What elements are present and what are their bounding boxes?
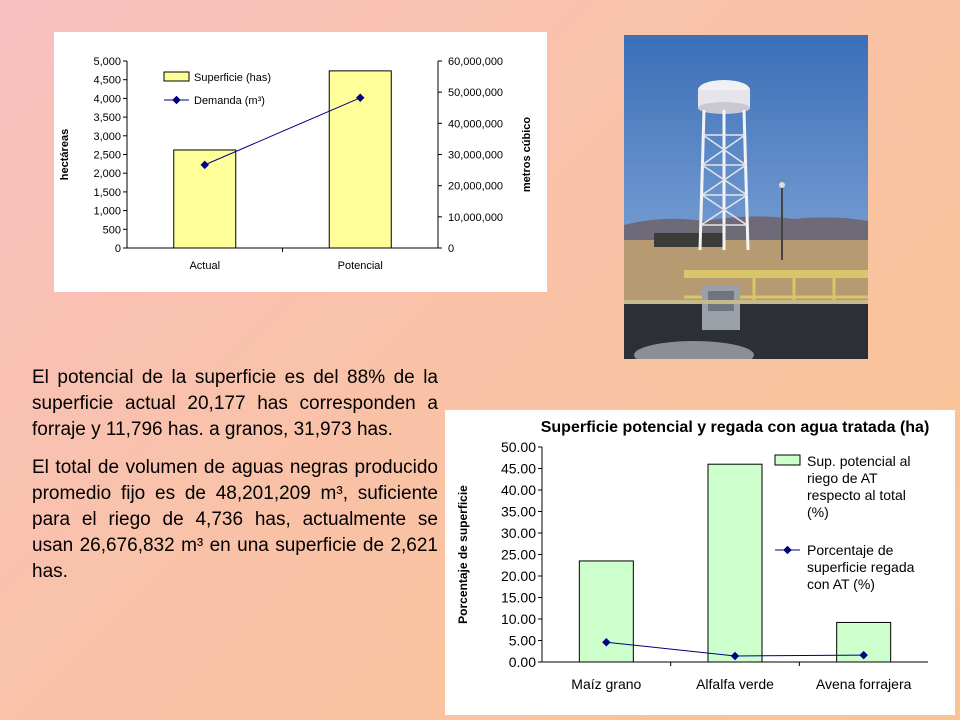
y-tick-label: 15.00: [500, 589, 536, 606]
chart-surface-demand: [54, 32, 547, 292]
y-tick-label-left: 0: [114, 243, 121, 255]
chart-surface-demand-svg: [54, 32, 547, 292]
y-tick-label-left: 4,000: [93, 93, 121, 106]
y-tick-label-right: 0: [448, 243, 455, 255]
y-tick-label-right: 20,000,000: [448, 180, 504, 193]
legend-label-irrigated: superficie regada: [807, 559, 915, 575]
y-tick-label-left: 4,500: [93, 74, 121, 87]
y-tick-label-left: 3,500: [93, 112, 121, 125]
y-tick-label-right: 60,000,000: [448, 56, 504, 68]
chart-irrigated-surface: [445, 410, 955, 715]
legend-label-potential: Sup. potencial al: [807, 453, 911, 469]
paragraph-2: El total de volumen de aguas negras producido promedio fijo es de 48,201,209 m³, suficiente para el riego de 4,736 has, actualmente se usan 26,676,832 m³ en una superficie de 2,621 has.: [32, 457, 438, 582]
legend-label-demand: Demanda (m³): [194, 95, 265, 107]
y-tick-label: 45.00: [500, 460, 536, 477]
y-tick-label-right: 10,000,000: [448, 211, 504, 224]
x-tick-label: Alfalfa verde: [696, 676, 774, 692]
y-tick-label-left: 5,000: [93, 56, 121, 68]
chart-irrigated-surface-svg: [445, 410, 955, 715]
paragraph-1: El potencial de la superficie es del 88% de la superficie actual 20,177 has corresponden a forraje y 11,796 has. a granos, 31,973 has.: [32, 367, 438, 440]
y-tick-label-right: 50,000,000: [448, 87, 504, 100]
y-tick-label-right: 30,000,000: [448, 149, 504, 162]
legend-label-potential: respecto al total: [807, 487, 906, 503]
y-axis-label-right: metros cúbico: [521, 116, 533, 193]
x-tick-label: Potencial: [337, 260, 383, 272]
y-tick-label-right: 40,000,000: [448, 118, 504, 131]
legend-marker-irrigated: [783, 546, 791, 554]
y-tick-label: 5.00: [508, 632, 536, 649]
legend-label-surface: Superficie (has): [194, 72, 272, 84]
water-tower-photo: [624, 35, 868, 359]
y-tick-label-left: 1,500: [93, 186, 121, 199]
x-tick-label: Actual: [189, 260, 221, 272]
legend-label-irrigated: con AT (%): [807, 576, 875, 592]
legend-swatch-surface: [164, 72, 189, 81]
y-tick-label-left: 500: [102, 224, 121, 237]
y-tick-label: 25.00: [500, 546, 536, 563]
y-tick-label: 20.00: [500, 568, 536, 584]
y-tick-label-left: 2,500: [93, 149, 121, 162]
y-axis-label: Porcentaje de superficie: [456, 485, 470, 624]
x-tick-label: Avena forrajera: [815, 676, 912, 692]
y-tick-label: 40.00: [500, 482, 536, 498]
y-axis-label-left: hectáreas: [59, 128, 71, 181]
water-tower-illustration: [624, 35, 868, 359]
x-tick-label: Maíz grano: [571, 676, 642, 692]
y-tick-label-left: 2,000: [93, 168, 121, 181]
legend-label-potential: (%): [807, 504, 829, 520]
y-tick-label-left: 3,000: [93, 130, 121, 143]
bar-1: [708, 464, 762, 662]
legend-label-potential: riego de AT: [807, 470, 878, 486]
legend-marker-demand: [172, 96, 180, 104]
legend-swatch-potential: [775, 455, 800, 465]
y-tick-label: 50.00: [500, 439, 536, 455]
y-tick-label: 30.00: [500, 525, 536, 541]
y-tick-label-left: 1,000: [93, 205, 121, 218]
bar-0: [579, 561, 633, 662]
description-text: [32, 365, 438, 597]
y-tick-label: 0.00: [508, 654, 536, 670]
y-tick-label: 35.00: [500, 503, 536, 520]
chart-title: Superficie potencial y regada con agua tratada (ha): [540, 419, 930, 436]
y-tick-label: 10.00: [500, 611, 536, 627]
legend-label-irrigated: Porcentaje de: [807, 542, 894, 558]
